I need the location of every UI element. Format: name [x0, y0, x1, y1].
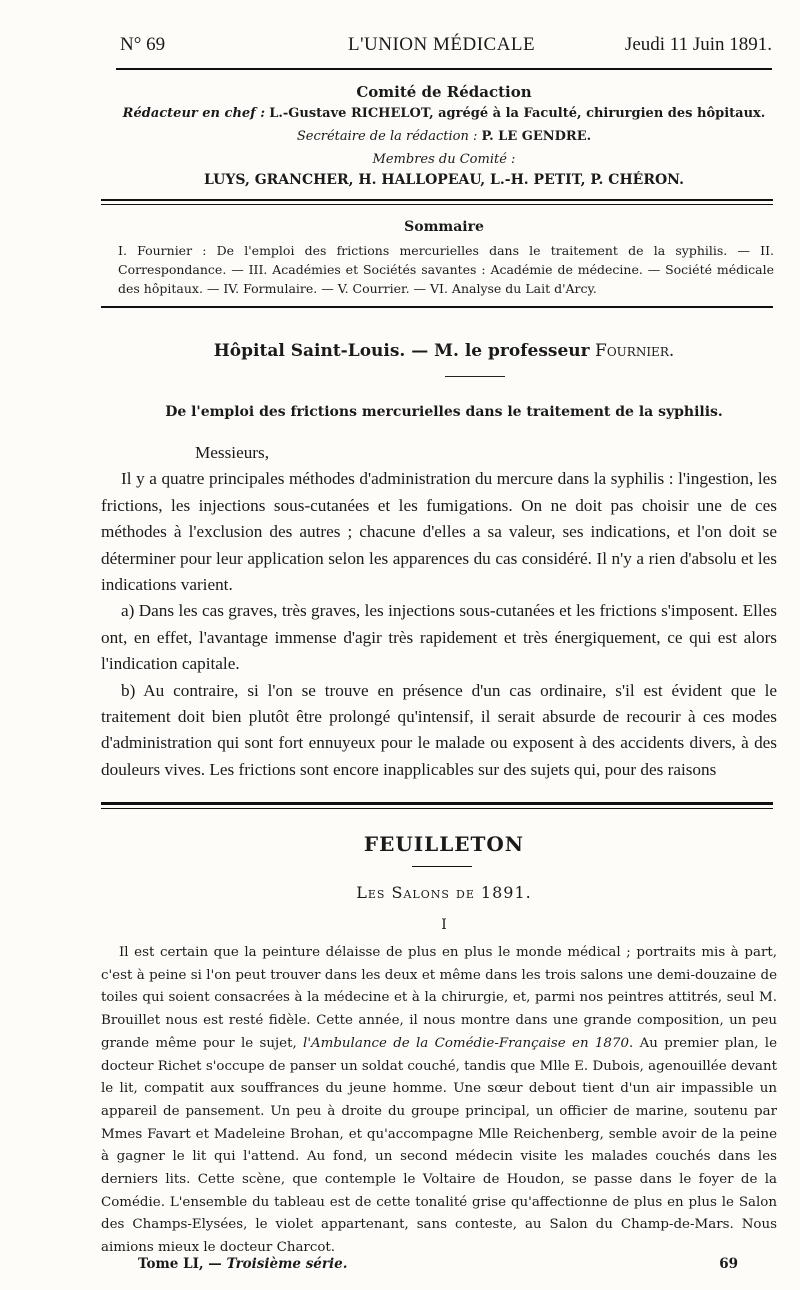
article-hospital-line	[116, 341, 772, 361]
journal-title: L'UNION MÉDICALE	[348, 34, 536, 55]
comite-rule-2	[101, 204, 773, 205]
feuilleton-rule-2	[101, 808, 773, 809]
comite-title-text: Comité de Rédaction	[356, 83, 532, 101]
professor-name: Fournier.	[595, 341, 675, 361]
serie-label: Troisième série.	[226, 1256, 348, 1272]
comite-secretaire	[116, 127, 772, 147]
feuilleton-title: FEUILLETON	[363, 832, 525, 856]
feuilleton-short-rule	[412, 866, 472, 867]
feuilleton-text-a: Il est certain que la peinture délaisse de plus en plus le monde médical ; portraits mis à part, c'est à peine si l'on peut trouver dans les deux et même dans les trois salons une demi-douzaine de toiles qui soient consacrées à la médecine et à la chirurgie, et, parmi nos peintres attitrés, seul M. Brouillet nous est resté fidèle. Cette année, il nous montre dans une grande composition, un peu grande même pour le sujet,	[101, 945, 777, 1051]
title-short-rule	[445, 376, 505, 377]
feuilleton-rule-1	[101, 802, 773, 805]
sommaire-text: I. Fournier : De l'emploi des frictions mercurielles dans le traitement de la syphilis. — II. Correspondance. — III. Académies et Sociétés savantes : Académie de médecine. — Société médicale des hôpitaux. — IV. Formulaire. — V. Courrier. — VI. Analyse du Lait d'Arcy.	[118, 243, 774, 296]
feuilleton-section: I	[441, 917, 447, 933]
comite-redacteur	[116, 104, 772, 124]
footer-tome	[138, 1256, 347, 1272]
paragraph-2: a) Dans les cas graves, très graves, les injections sous-cutanées et les frictions s'imposent. Elles ont, en effet, l'avantage immense d'agir très rapidement et très énergiquement, ce qui est alors l'indication capitale.	[101, 601, 777, 674]
issue-date: Jeudi 11 Juin 1891.	[624, 34, 772, 55]
salutation: Messieurs,	[195, 443, 269, 462]
painting-title: l'Ambulance de la Comédie-Française en 1870	[303, 1035, 629, 1051]
membres-label: Membres du Comité :	[372, 152, 516, 167]
paragraph-1: Il y a quatre principales méthodes d'administration du mercure dans la syphilis : l'ingestion, les frictions, les injections sous-cutanées et les fumigations. On ne doit pas choisir une de ces méthodes à l'exclusion des autres ; chacune d'elles a sa valeur, ses indications, et l'on doit se déterminer pour leur application selon les apparences du cas considéré. Il n'y a rien d'absolu et les indications varient.	[101, 469, 777, 595]
sommaire-rule	[101, 306, 773, 308]
page-number: 69	[719, 1256, 738, 1272]
feuilleton-subtitle: Les Salons de 1891.	[356, 883, 532, 902]
paragraph-3: b) Au contraire, si l'on se trouve en présence d'un cas ordinaire, s'il est évident que le traitement doit bien plutôt être prolongé qu'intensif, il serait absurde de recourir à ces modes d'administration qui sont fort ennuyeux pour le malade ou exposent à des accidents divers, à des douleurs vives. Les frictions sont encore inapplicables sur des sujets qui, pour des raisons	[101, 680, 777, 779]
issue-number: N° 69	[120, 34, 166, 55]
comite-rule-1	[101, 199, 773, 201]
header-rule	[116, 68, 772, 70]
secretaire-name: P. LE GENDRE.	[481, 129, 592, 144]
comite-title	[116, 82, 772, 102]
redacteur-name: L.-Gustave RICHELOT, agrégé à la Faculté, chirurgien des hôpitaux.	[269, 106, 766, 121]
article-subtitle: De l'emploi des frictions mercurielles dans le traitement de la syphilis.	[165, 404, 723, 420]
redacteur-label: Rédacteur en chef :	[122, 106, 266, 121]
feuilleton-body	[101, 942, 777, 1260]
article-body	[101, 440, 777, 783]
hospital-name: Hôpital Saint-Louis. — M. le professeur	[213, 341, 590, 361]
page-header	[116, 34, 772, 68]
tome-label: Tome LI, —	[138, 1256, 222, 1272]
feuilleton-text-b: . Au premier plan, le docteur Richet s'occupe de panser un soldat couché, tandis que Mlle E. Dubois, agenouillée devant le lit, compatit aux souffrances du jeune homme. Une sœur debout tient d'un air impassible un appareil de pansement. Un peu à droite du groupe principal, un officier de marine, soutenu par Mmes Favart et Madeleine Brohan, et qu'accompagne Mlle Reichenberg, semble avoir de la peine à gagner le lit qui l'attend. Au fond, un second médecin visite les malades couchés dans les derniers lits. Cette scène, que contemple le Voltaire de Houdon, se passe dans le foyer de la Comédie. L'ensemble du tableau est de cette tonalité grise qu'affectionne de plus en plus le Salon des Champs-Elysées, le violet appartenant, sans conteste, au Salon du Champ-de-Mars. Nous aimions mieux le docteur Charcot.	[101, 1035, 777, 1256]
membres-names: LUYS, GRANCHER, H. HALLOPEAU, L.-H. PETIT, P. CHÉRON.	[204, 172, 684, 188]
secretaire-label: Secrétaire de la rédaction :	[296, 129, 478, 144]
feuilleton-paragraph	[101, 942, 777, 1260]
sommaire-title: Sommaire	[404, 219, 484, 235]
